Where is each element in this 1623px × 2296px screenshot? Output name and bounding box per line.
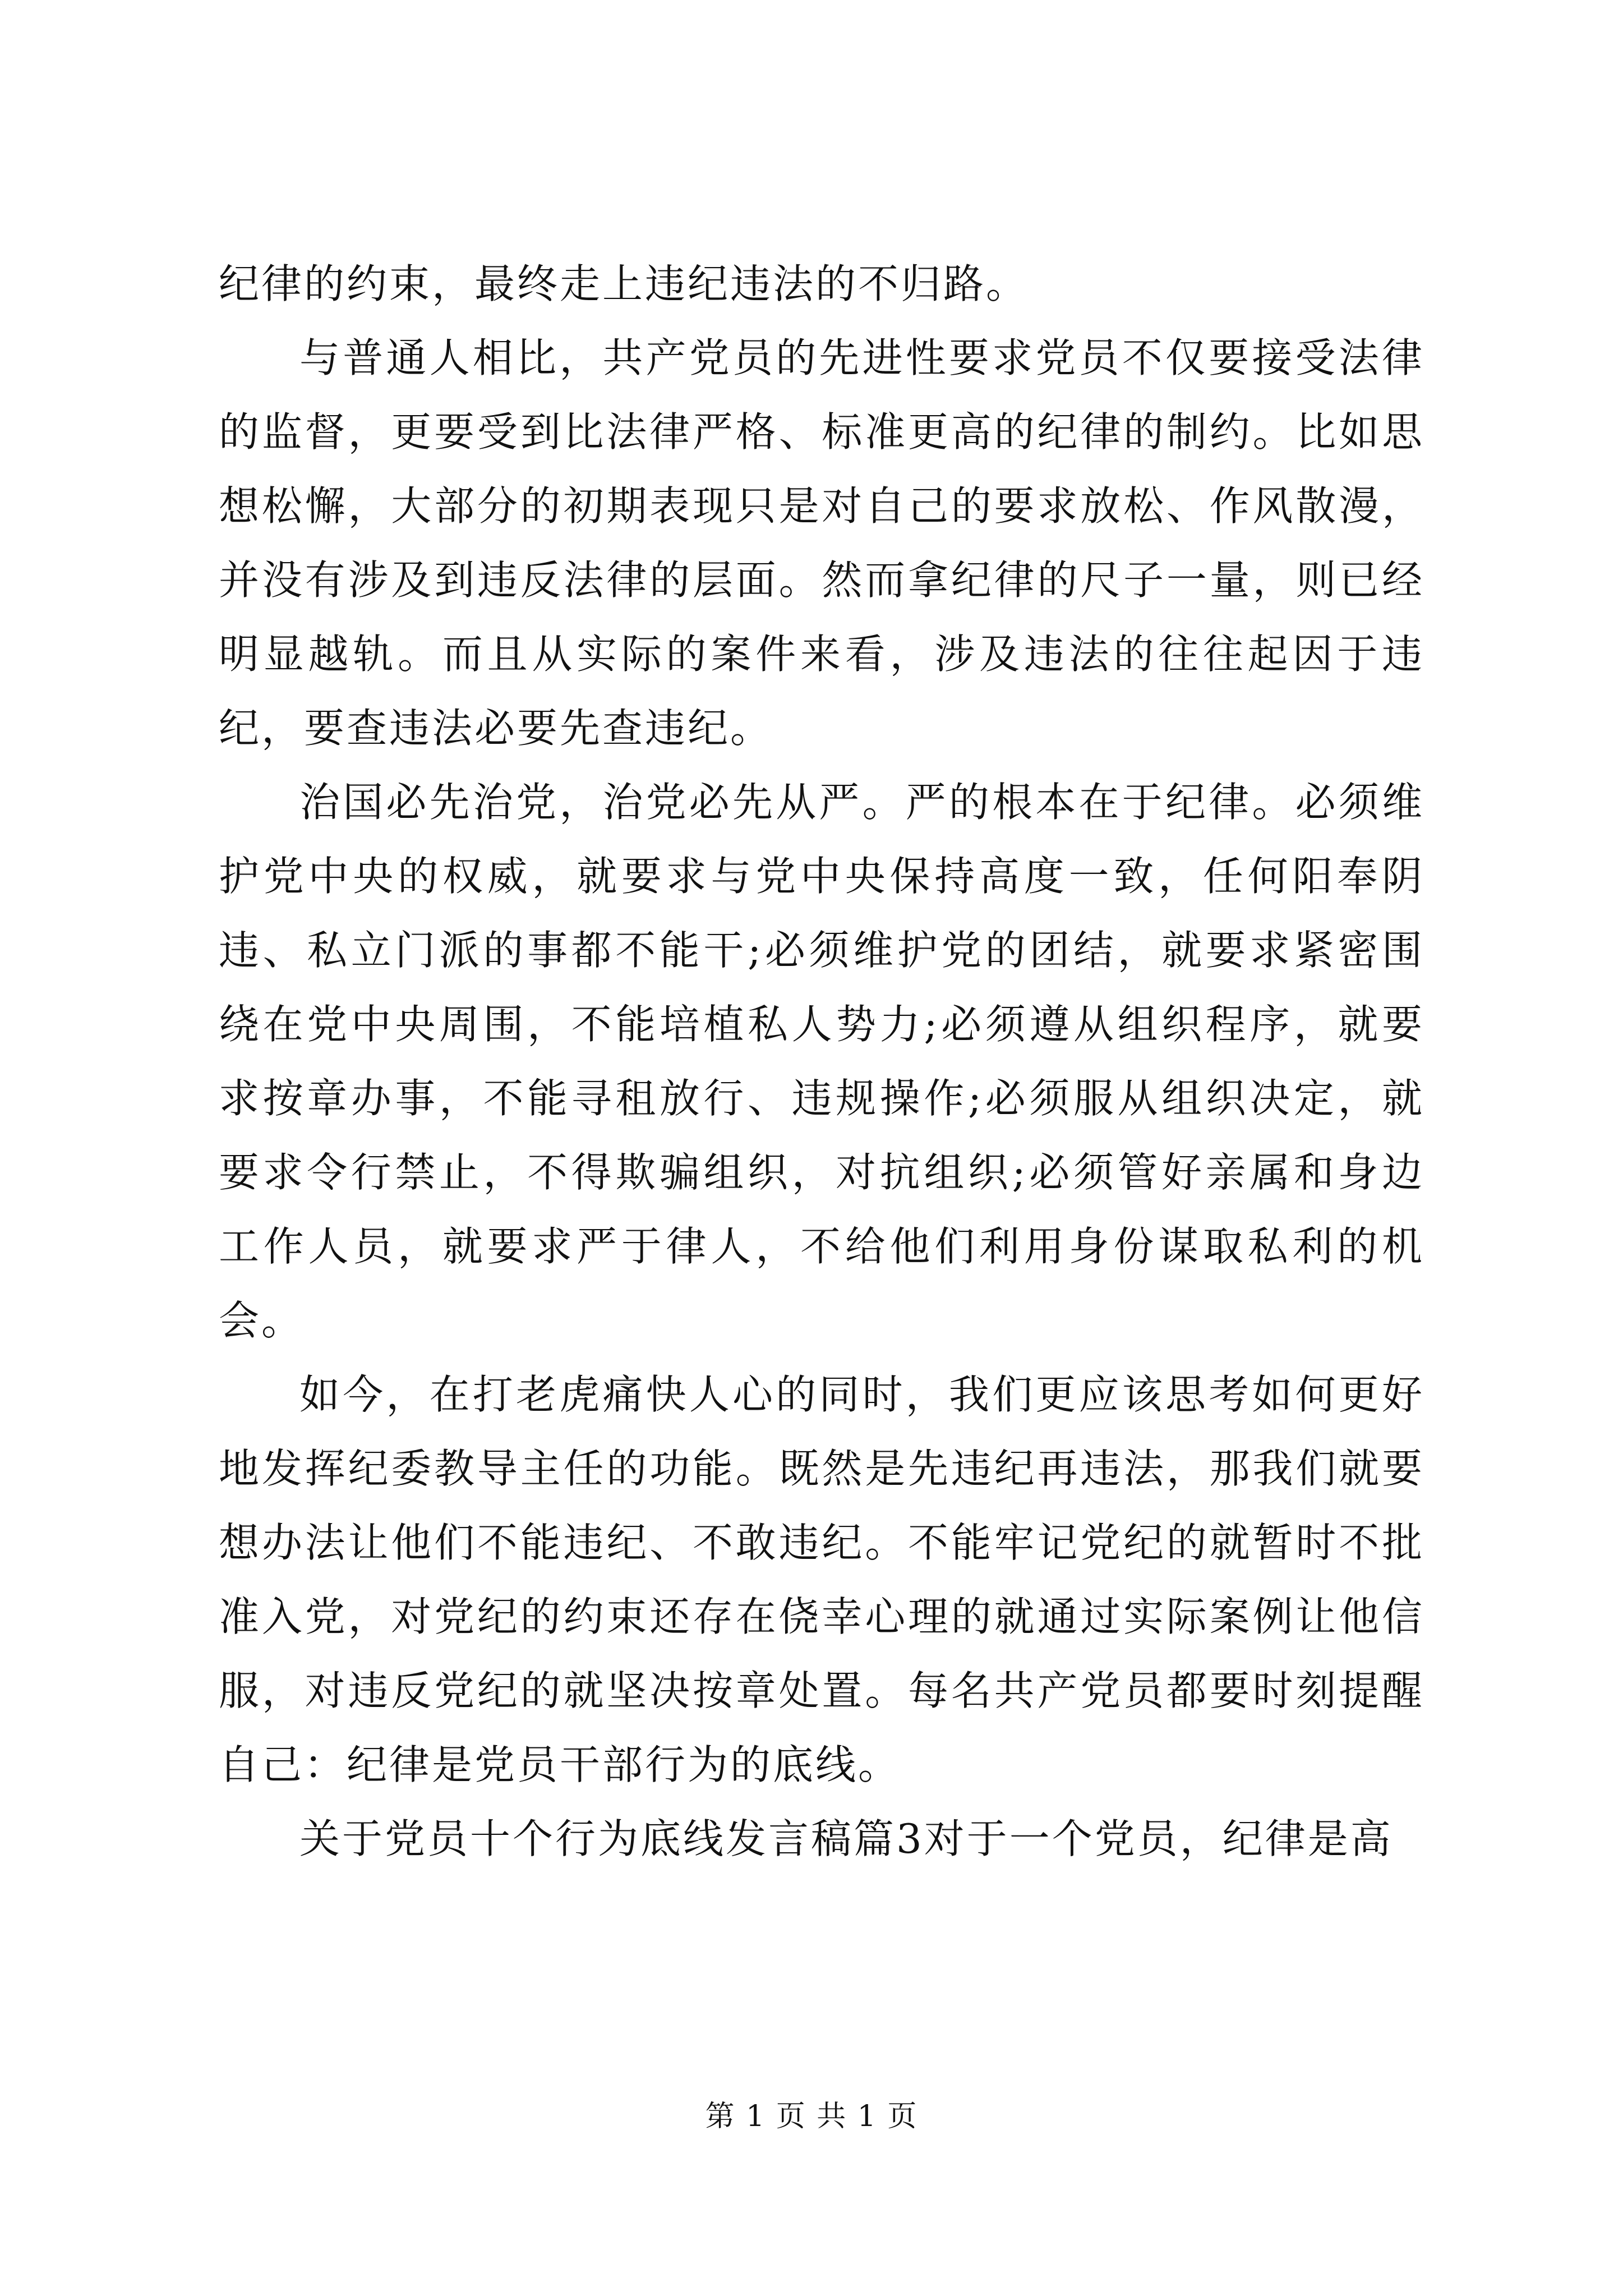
paragraph-discipline-commission: 如今，在打老虎痛快人心的同时，我们更应该思考如何更好地发挥纪委教导主任的功能。既然是先违纪再违法，那我们就要想办法让他们不能违纪、不敢违纪。不能牢记党纪的就暂时不批准入党，对党纪的约束还存在侥幸心理的就通过实际案例让他信服，对违反党纪的就坚决按章处置。每名共产党员都要时刻提醒自己：纪律是党员干部行为的底线。 xyxy=(219,1371,1424,1788)
paragraph-party-discipline: 与普通人相比，共产党员的先进性要求党员不仅要接受法律的监督，更要受到比法律严格、标准更高的纪律的制约。比如思想松懈，大部分的初期表现只是对自己的要求放松、作风散漫，并没有涉及到违反法律的层面。然而拿纪律的尺子一量，则已经明显越轨。而且从实际的案件来看，涉及违法的往往起因于违纪，要查违法必要先查违纪。 xyxy=(219,334,1424,752)
paragraph-speech-part-3: 关于党员十个行为底线发言稿篇3对于一个党员，纪律是高 xyxy=(299,1815,1393,1862)
page-footer: 第 1 页 共 1 页 xyxy=(705,2100,918,2133)
body-text xyxy=(219,247,1424,1876)
paragraph-continued: 纪律的约束，最终走上违纪违法的不归路。 xyxy=(219,260,1029,307)
paragraph-govern-party: 治国必先治党，治党必先从严。严的根本在于纪律。必须维护党中央的权威，就要求与党中央保持高度一致，任何阳奉阴违、私立门派的事都不能干;必须维护党的团结，就要求紧密围绕在党中央周围，不能培植私人势力;必须遵从组织程序，就要求按章办事，不能寻租放行、违规操作;必须服从组织决定，就要求令行禁止，不得欺骗组织，对抗组织;必须管好亲属和身边工作人员，就要求严于律人，不给他们利用身份谋取私利的机会。 xyxy=(219,779,1424,1344)
